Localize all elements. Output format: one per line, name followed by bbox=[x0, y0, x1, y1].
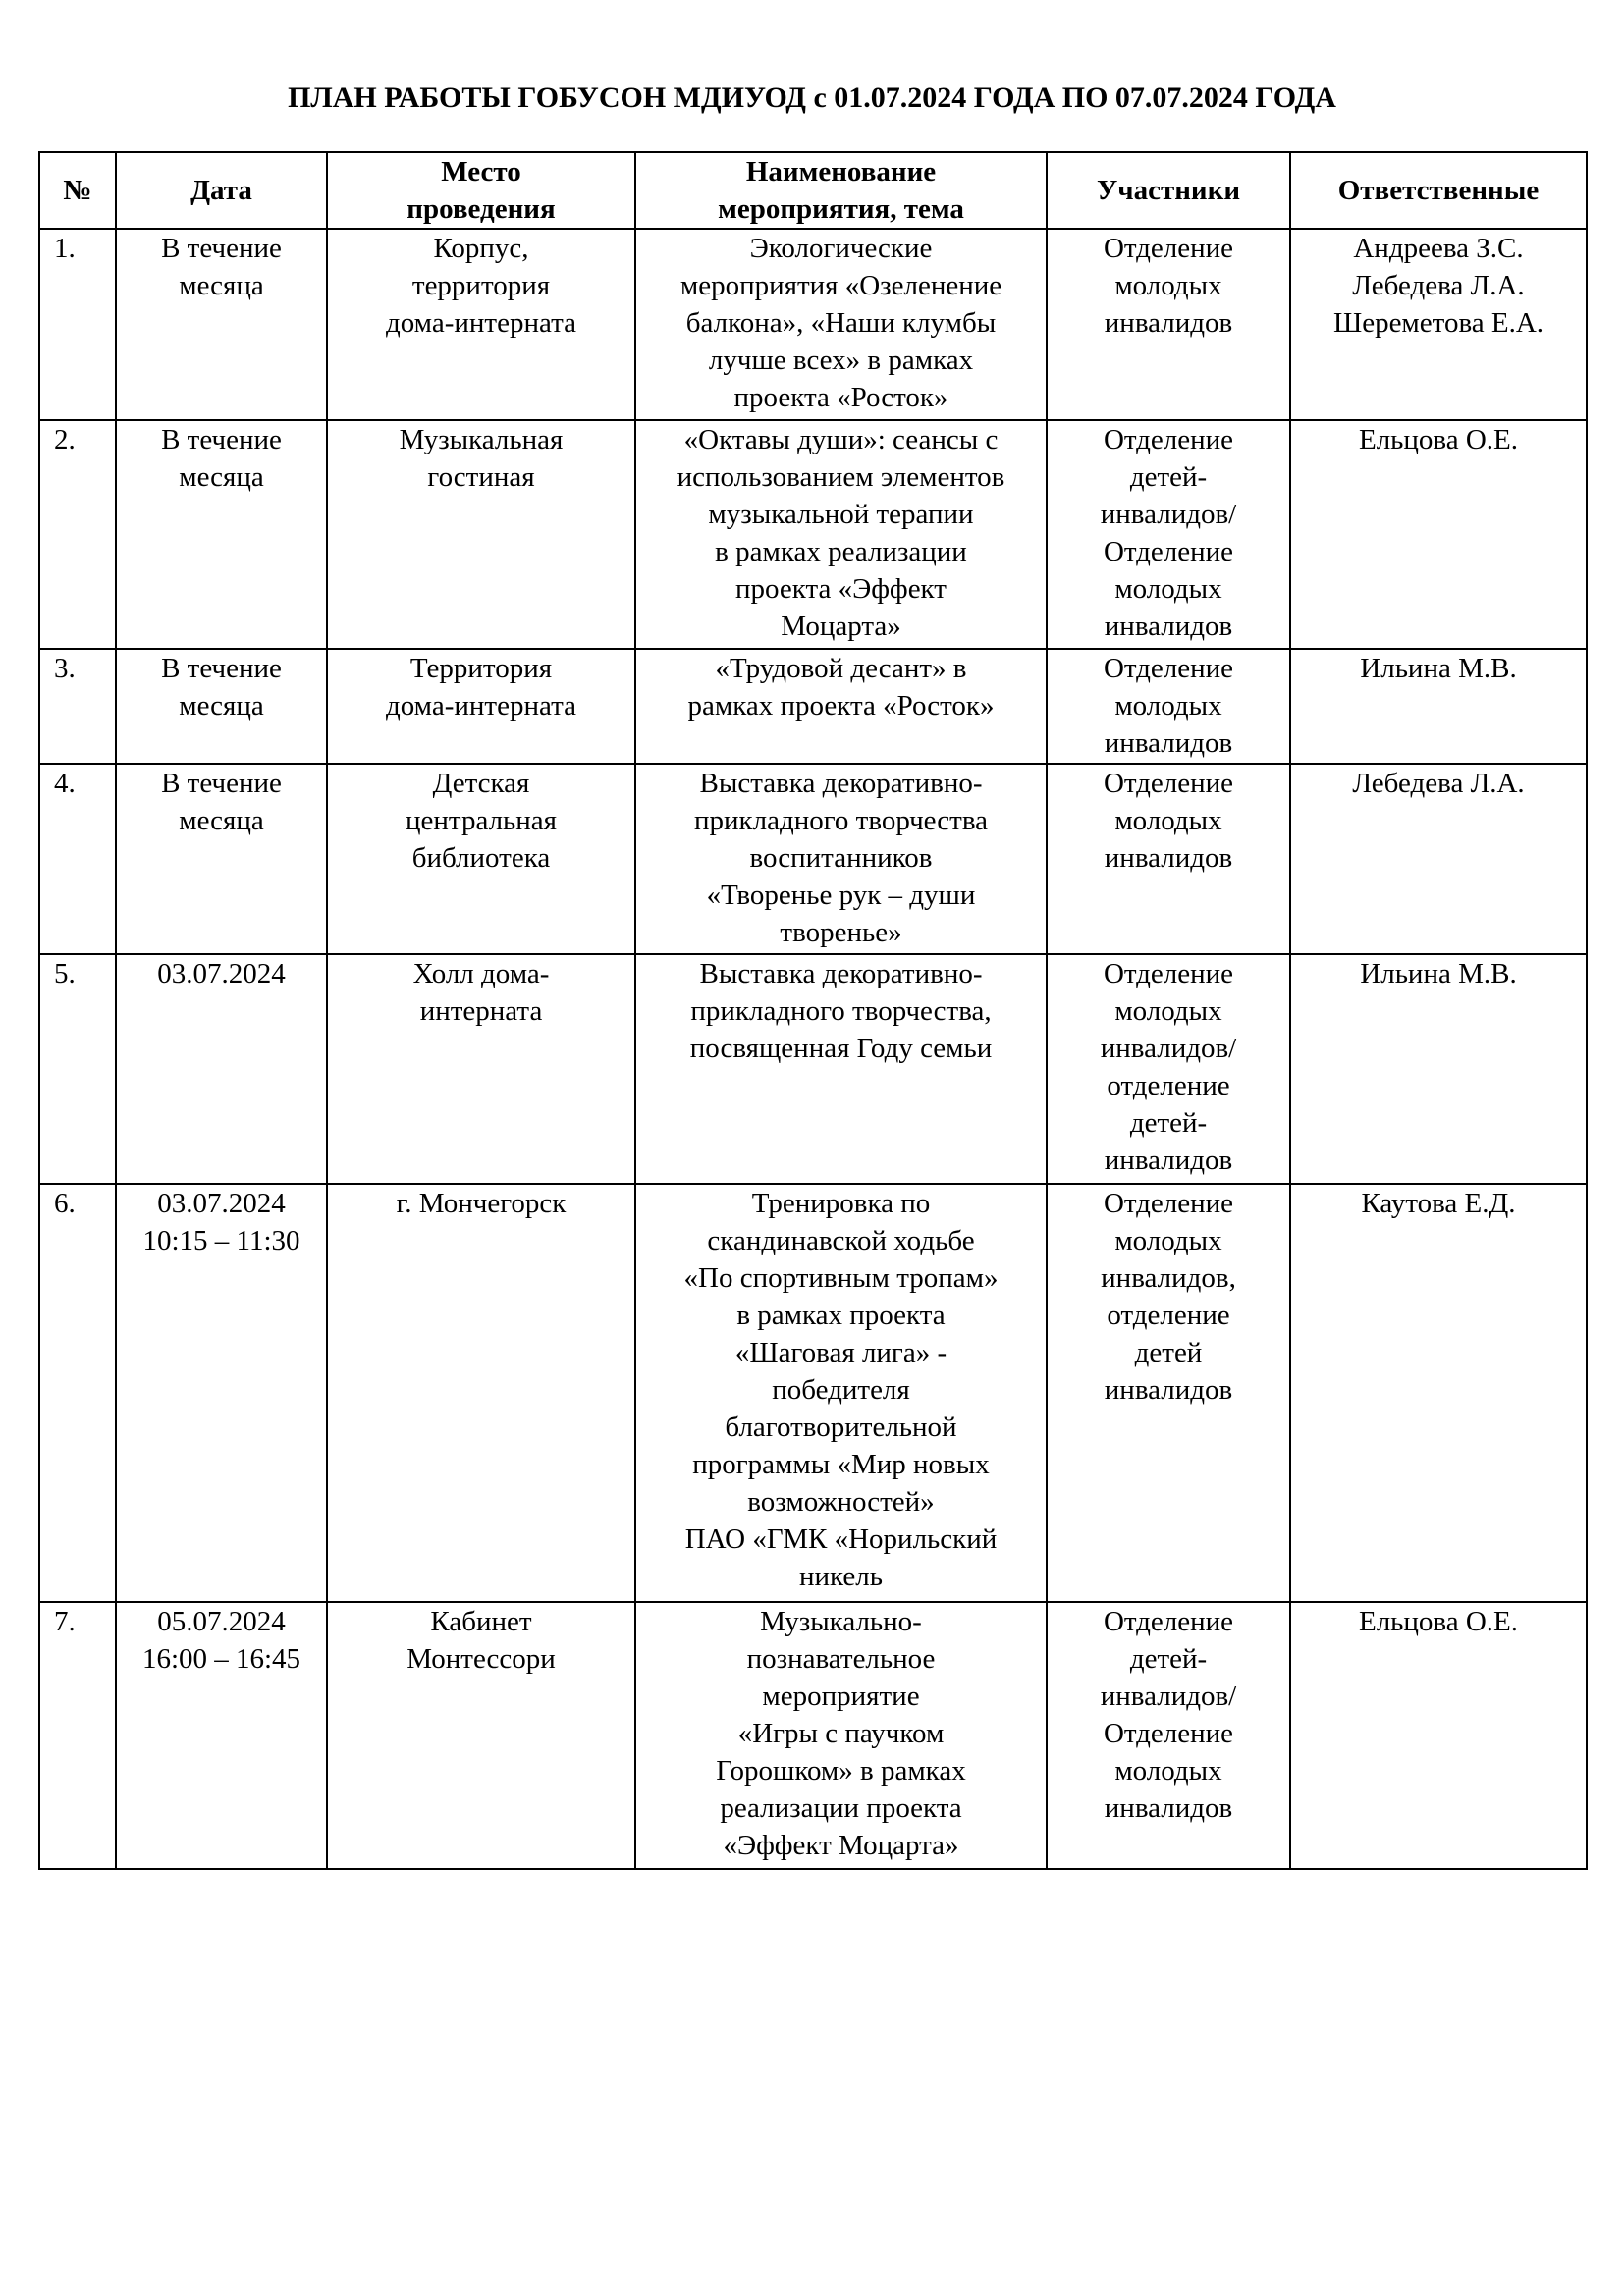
table-body bbox=[39, 229, 1587, 1869]
cell-responsible bbox=[1290, 649, 1587, 764]
event-line: посвященная Году семьи bbox=[689, 1033, 993, 1064]
event-line: благотворительной bbox=[725, 1412, 957, 1443]
participants-line: отделение bbox=[1107, 1070, 1230, 1101]
event-line: рамках проекта «Росток» bbox=[687, 690, 995, 721]
participants-line: инвалидов/ bbox=[1100, 1033, 1237, 1064]
cell-date bbox=[116, 649, 327, 764]
num-text: 3. bbox=[54, 653, 76, 684]
cell-date bbox=[116, 954, 327, 1184]
participants-line: молодых bbox=[1114, 995, 1222, 1027]
event-line: лучше всех» в рамках bbox=[708, 345, 974, 376]
event-line: «Игры с паучком bbox=[737, 1718, 945, 1749]
event-line: проекта «Эффект bbox=[735, 573, 947, 605]
date-line: 03.07.2024 bbox=[157, 1188, 286, 1219]
cell-place bbox=[327, 954, 635, 1184]
place-line: Кабинет bbox=[430, 1606, 532, 1637]
participants-line: инвалидов bbox=[1104, 307, 1233, 339]
place-line: Музыкальная bbox=[399, 424, 564, 455]
num-text: 1. bbox=[54, 233, 76, 264]
participants-line: инвалидов/ bbox=[1100, 1681, 1237, 1712]
responsible-line: Каутова Е.Д. bbox=[1361, 1188, 1516, 1219]
cell-event bbox=[635, 229, 1047, 420]
table-row bbox=[39, 649, 1587, 764]
event-line: использованием элементов bbox=[677, 461, 1005, 493]
place-line: Холл дома- bbox=[412, 958, 550, 989]
cell-event bbox=[635, 649, 1047, 764]
event-line: Выставка декоративно- bbox=[699, 958, 983, 989]
participants-line: Отделение bbox=[1103, 536, 1234, 567]
participants-line: детей bbox=[1134, 1337, 1203, 1368]
date-line: месяца bbox=[179, 805, 264, 836]
cell-num bbox=[39, 1602, 116, 1869]
cell-num bbox=[39, 420, 116, 649]
table-header-row bbox=[39, 152, 1587, 229]
cell-event bbox=[635, 420, 1047, 649]
cell-participants bbox=[1047, 420, 1290, 649]
participants-line: Отделение bbox=[1103, 1718, 1234, 1749]
cell-responsible bbox=[1290, 954, 1587, 1184]
cell-participants bbox=[1047, 649, 1290, 764]
event-line: познавательное bbox=[746, 1643, 936, 1675]
cell-num bbox=[39, 229, 116, 420]
place-line: Территория bbox=[409, 653, 553, 684]
event-line: Экологические bbox=[749, 233, 933, 264]
cell-participants bbox=[1047, 1184, 1290, 1602]
place-line: г. Мончегорск bbox=[396, 1188, 567, 1219]
participants-line: молодых bbox=[1114, 573, 1222, 605]
responsible-line: Лебедева Л.А. bbox=[1352, 768, 1525, 799]
event-line: музыкальной терапии bbox=[708, 499, 974, 530]
participants-line: Отделение bbox=[1103, 653, 1234, 684]
event-line: «Эффект Моцарта» bbox=[723, 1830, 959, 1861]
participants-line: молодых bbox=[1114, 1755, 1222, 1787]
cell-place bbox=[327, 649, 635, 764]
participants-line: Отделение bbox=[1103, 1188, 1234, 1219]
date-line: 16:00 – 16:45 bbox=[141, 1643, 301, 1675]
place-line: дома-интерната bbox=[385, 690, 576, 721]
event-line: балкона», «Наши клумбы bbox=[685, 307, 997, 339]
participants-line: молодых bbox=[1114, 270, 1222, 301]
participants-line: Отделение bbox=[1103, 233, 1234, 264]
header-responsible: Ответственные bbox=[1290, 152, 1587, 229]
place-line: дома-интерната bbox=[385, 307, 576, 339]
cell-date bbox=[116, 229, 327, 420]
table-row bbox=[39, 420, 1587, 649]
work-plan-table bbox=[38, 151, 1588, 1870]
participants-line: Отделение bbox=[1103, 424, 1234, 455]
participants-line: Отделение bbox=[1103, 1606, 1234, 1637]
cell-date bbox=[116, 1602, 327, 1869]
participants-line: Отделение bbox=[1103, 768, 1234, 799]
page-title: ПЛАН РАБОТЫ ГОБУСОН МДИУОД с 01.07.2024 ГОДА ПО 07.07.2024 ГОДА bbox=[288, 81, 1336, 114]
event-line: «Трудовой десант» в bbox=[715, 653, 967, 684]
participants-line: инвалидов, bbox=[1101, 1262, 1236, 1294]
event-line: победителя bbox=[772, 1374, 910, 1406]
responsible-line: Андреева З.С. bbox=[1353, 233, 1524, 264]
participants-line: инвалидов bbox=[1104, 842, 1233, 874]
participants-line: молодых bbox=[1114, 690, 1222, 721]
cell-participants bbox=[1047, 764, 1290, 954]
date-line: 10:15 – 11:30 bbox=[142, 1225, 300, 1256]
header-num: № bbox=[39, 152, 116, 229]
responsible-line: Ильина М.В. bbox=[1360, 653, 1517, 684]
cell-num bbox=[39, 764, 116, 954]
event-line: ПАО «ГМК «Норильский bbox=[684, 1523, 998, 1555]
cell-num bbox=[39, 954, 116, 1184]
event-line: Горошком» в рамках bbox=[716, 1755, 966, 1787]
num-text: 6. bbox=[54, 1188, 76, 1219]
event-line: мероприятие bbox=[762, 1681, 920, 1712]
participants-line: инвалидов bbox=[1104, 727, 1233, 759]
num-text: 4. bbox=[54, 768, 76, 799]
responsible-line: Лебедева Л.А. bbox=[1352, 270, 1525, 301]
participants-line: инвалидов bbox=[1104, 1374, 1233, 1406]
participants-line: детей- bbox=[1129, 461, 1208, 493]
cell-responsible bbox=[1290, 1184, 1587, 1602]
cell-participants bbox=[1047, 954, 1290, 1184]
responsible-line: Ельцова О.Е. bbox=[1358, 424, 1519, 455]
cell-date bbox=[116, 764, 327, 954]
event-line: творенье» bbox=[780, 917, 902, 948]
participants-line: инвалидов bbox=[1104, 1145, 1233, 1176]
num-text: 2. bbox=[54, 424, 76, 455]
event-line: никель bbox=[799, 1561, 883, 1592]
table-row bbox=[39, 229, 1587, 420]
date-line: В течение bbox=[161, 424, 282, 455]
table-row bbox=[39, 954, 1587, 1184]
cell-date bbox=[116, 1184, 327, 1602]
header-place: Место проведения bbox=[327, 152, 635, 229]
participants-line: детей- bbox=[1129, 1107, 1208, 1139]
cell-responsible bbox=[1290, 764, 1587, 954]
responsible-line: Ильина М.В. bbox=[1360, 958, 1517, 989]
cell-place bbox=[327, 229, 635, 420]
event-line: скандинавской ходьбе bbox=[707, 1225, 975, 1256]
cell-event bbox=[635, 1184, 1047, 1602]
event-line: прикладного творчества, bbox=[690, 995, 992, 1027]
header-date: Дата bbox=[116, 152, 327, 229]
event-line: «По спортивным тропам» bbox=[683, 1262, 999, 1294]
event-line: мероприятия «Озеленение bbox=[679, 270, 1002, 301]
participants-line: молодых bbox=[1114, 805, 1222, 836]
event-line: «Октавы души»: сеансы с bbox=[683, 424, 999, 455]
table-row bbox=[39, 1184, 1587, 1602]
event-line: прикладного творчества bbox=[693, 805, 989, 836]
event-line: в рамках проекта bbox=[736, 1300, 946, 1331]
event-line: Моцарта» bbox=[781, 611, 901, 642]
responsible-line: Шереметова Е.А. bbox=[1332, 307, 1544, 339]
participants-line: инвалидов/ bbox=[1100, 499, 1237, 530]
cell-num bbox=[39, 649, 116, 764]
date-line: В течение bbox=[161, 653, 282, 684]
header-participants: Участники bbox=[1047, 152, 1290, 229]
cell-place bbox=[327, 1602, 635, 1869]
cell-place bbox=[327, 420, 635, 649]
place-line: интерната bbox=[419, 995, 543, 1027]
table-row bbox=[39, 1602, 1587, 1869]
cell-place bbox=[327, 764, 635, 954]
event-line: воспитанников bbox=[749, 842, 933, 874]
cell-event bbox=[635, 954, 1047, 1184]
cell-date bbox=[116, 420, 327, 649]
event-line: «Шаговая лига» - bbox=[734, 1337, 947, 1368]
date-line: В течение bbox=[161, 233, 282, 264]
participants-line: отделение bbox=[1107, 1300, 1230, 1331]
date-line: месяца bbox=[179, 690, 264, 721]
place-line: центральная bbox=[406, 805, 557, 836]
header-event: Наименование мероприятия, тема bbox=[635, 152, 1047, 229]
responsible-line: Ельцова О.Е. bbox=[1358, 1606, 1519, 1637]
place-line: Корпус, bbox=[433, 233, 529, 264]
participants-line: инвалидов bbox=[1104, 1792, 1233, 1824]
cell-responsible bbox=[1290, 1602, 1587, 1869]
event-line: Выставка декоративно- bbox=[699, 768, 983, 799]
event-line: проекта «Росток» bbox=[733, 382, 948, 413]
cell-num bbox=[39, 1184, 116, 1602]
cell-responsible bbox=[1290, 229, 1587, 420]
place-line: библиотека bbox=[411, 842, 551, 874]
cell-event bbox=[635, 764, 1047, 954]
event-line: программы «Мир новых bbox=[692, 1449, 990, 1480]
participants-line: Отделение bbox=[1103, 958, 1234, 989]
table-row bbox=[39, 764, 1587, 954]
place-line: территория bbox=[411, 270, 551, 301]
event-line: возможностей» bbox=[747, 1486, 935, 1518]
participants-line: детей- bbox=[1129, 1643, 1208, 1675]
date-line: месяца bbox=[179, 461, 264, 493]
event-line: в рамках реализации bbox=[715, 536, 967, 567]
date-line: 03.07.2024 bbox=[157, 958, 286, 989]
event-line: Музыкально- bbox=[760, 1606, 922, 1637]
participants-line: инвалидов bbox=[1104, 611, 1233, 642]
date-line: В течение bbox=[161, 768, 282, 799]
date-line: 05.07.2024 bbox=[157, 1606, 286, 1637]
participants-line: молодых bbox=[1114, 1225, 1222, 1256]
num-text: 7. bbox=[54, 1606, 76, 1637]
place-line: гостиная bbox=[427, 461, 535, 493]
event-line: реализации проекта bbox=[720, 1792, 962, 1824]
cell-responsible bbox=[1290, 420, 1587, 649]
event-line: Тренировка по bbox=[751, 1188, 931, 1219]
date-line: месяца bbox=[179, 270, 264, 301]
cell-event bbox=[635, 1602, 1047, 1869]
num-text: 5. bbox=[54, 958, 76, 989]
event-line: «Творенье рук – души bbox=[706, 880, 976, 911]
cell-participants bbox=[1047, 1602, 1290, 1869]
cell-participants bbox=[1047, 229, 1290, 420]
place-line: Монтессори bbox=[406, 1643, 556, 1675]
cell-place bbox=[327, 1184, 635, 1602]
place-line: Детская bbox=[432, 768, 530, 799]
